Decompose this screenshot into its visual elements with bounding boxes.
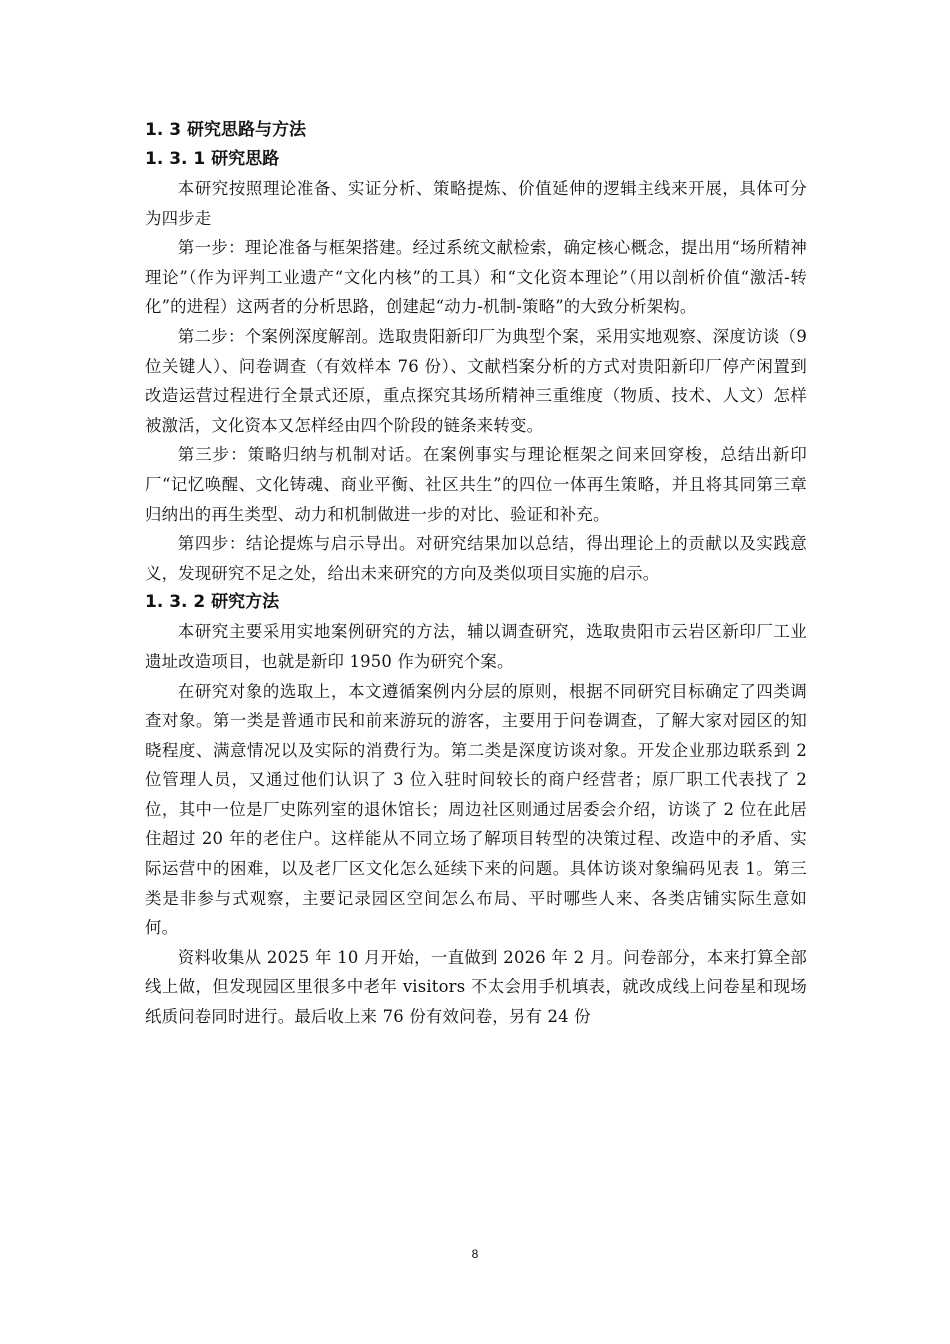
subsection-heading-research-approach: 1. 3. 1 研究思路 <box>145 149 280 169</box>
paragraph: 第一步：理论准备与框架搭建。经过系统文献检索，确定核心概念，提出用“场所精神理论”（作为评判工业遗产“文化内核”的工具）和“文化资本理论”（用以剖析价值“激活-转化”的进程）这两者的分析思路，创建起“动力-机制-策略”的大致分析架构。 <box>145 238 807 317</box>
page-body <box>145 116 807 1032</box>
paragraph: 本研究主要采用实地案例研究的方法，辅以调查研究，选取贵阳市云岩区新印厂工业遗址改造项目，也就是新印 1950 作为研究个案。 <box>145 622 807 671</box>
section-heading: 1. 3 研究思路与方法 <box>145 120 306 140</box>
paragraph: 第四步：结论提炼与启示导出。对研究结果加以总结，得出理论上的贡献以及实践意义，发现研究不足之处，给出未来研究的方向及类似项目实施的启示。 <box>145 534 807 583</box>
paragraph: 资料收集从 2025 年 10 月开始，一直做到 2026 年 2 月。问卷部分，本来打算全部线上做，但发现园区里很多中老年 visitors 不太会用手机填表，就改成线上问卷星和现场纸质问卷同时进行。最后收上来 76 份有效问卷，另有 24 份 <box>145 947 807 1027</box>
paragraph: 第二步：个案例深度解剖。选取贵阳新印厂为典型个案，采用实地观察、深度访谈（9 位关键人）、问卷调查（有效样本 76 份）、文献档案分析的方式对贵阳新印厂停产闲置到改造运营过程进行全景式还原，重点探究其场所精神三重维度（物质、技术、人文）怎样被激活，文化资本又怎样经由四个阶段的链条来转变。 <box>145 326 807 435</box>
paragraph: 在研究对象的选取上，本文遵循案例内分层的原则，根据不同研究目标确定了四类调查对象。第一类是普通市民和前来游玩的游客，主要用于问卷调查，了解大家对园区的知晓程度、满意情况以及实际的消费行为。第二类是深度访谈对象。开发企业那边联系到 2 位管理人员，又通过他们认识了 3 位入驻时间较长的商户经营者；原厂职工代表找了 2 位，其中一位是厂史陈列室的退休馆长；周边社区则通过居委会介绍，访谈了 2 位在此居住超过 20 年的老住户。这样能从不同立场了解项目转型的决策过程、改造中的矛盾、实际运营中的困难，以及老厂区文化怎么延续下来的问题。具体访谈对象编码见表 1。第三类是非参与式观察，主要记录园区空间怎么布局、平时哪些人来、各类店铺实际生意如何。 <box>145 681 807 938</box>
paragraph: 本研究按照理论准备、实证分析、策略提炼、价值延伸的逻辑主线来开展，具体可分为四步走 <box>145 179 807 228</box>
paragraph: 第三步：策略归纳与机制对话。在案例事实与理论框架之间来回穿梭，总结出新印厂“记忆唤醒、文化铸魂、商业平衡、社区共生”的四位一体再生策略，并且将其同第三章归纳出的再生类型、动力和机制做进一步的对比、验证和补充。 <box>145 445 807 524</box>
page-number: 8 <box>471 1247 479 1261</box>
subsection-heading-research-methods: 1. 3. 2 研究方法 <box>145 592 280 613</box>
